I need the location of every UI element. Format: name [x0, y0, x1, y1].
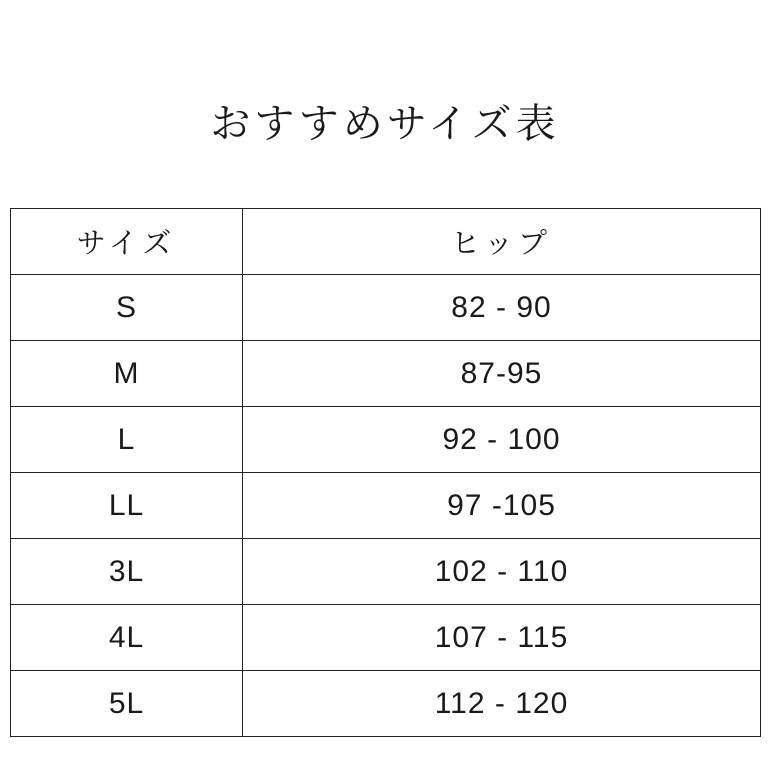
cell-size: 5L	[11, 671, 243, 737]
column-header-hip: ヒップ	[243, 209, 761, 275]
cell-hip: 107 - 115	[243, 605, 761, 671]
cell-hip: 82 - 90	[243, 275, 761, 341]
table-row	[11, 407, 761, 473]
table-row	[11, 473, 761, 539]
page-title: おすすめサイズ表	[210, 102, 560, 146]
cell-hip: 102 - 110	[243, 539, 761, 605]
cell-size: 4L	[11, 605, 243, 671]
table-row	[11, 341, 761, 407]
size-chart-table	[10, 208, 761, 737]
cell-size: M	[11, 341, 243, 407]
table-row	[11, 671, 761, 737]
table-header-row	[11, 209, 761, 275]
cell-size: 3L	[11, 539, 243, 605]
cell-hip: 97 -105	[243, 473, 761, 539]
cell-size: L	[11, 407, 243, 473]
cell-hip: 92 - 100	[243, 407, 761, 473]
table-row	[11, 275, 761, 341]
cell-hip: 87-95	[243, 341, 761, 407]
cell-hip: 112 - 120	[243, 671, 761, 737]
column-header-size: サイズ	[11, 209, 243, 275]
cell-size: S	[11, 275, 243, 341]
cell-size: LL	[11, 473, 243, 539]
table-row	[11, 605, 761, 671]
table-row	[11, 539, 761, 605]
